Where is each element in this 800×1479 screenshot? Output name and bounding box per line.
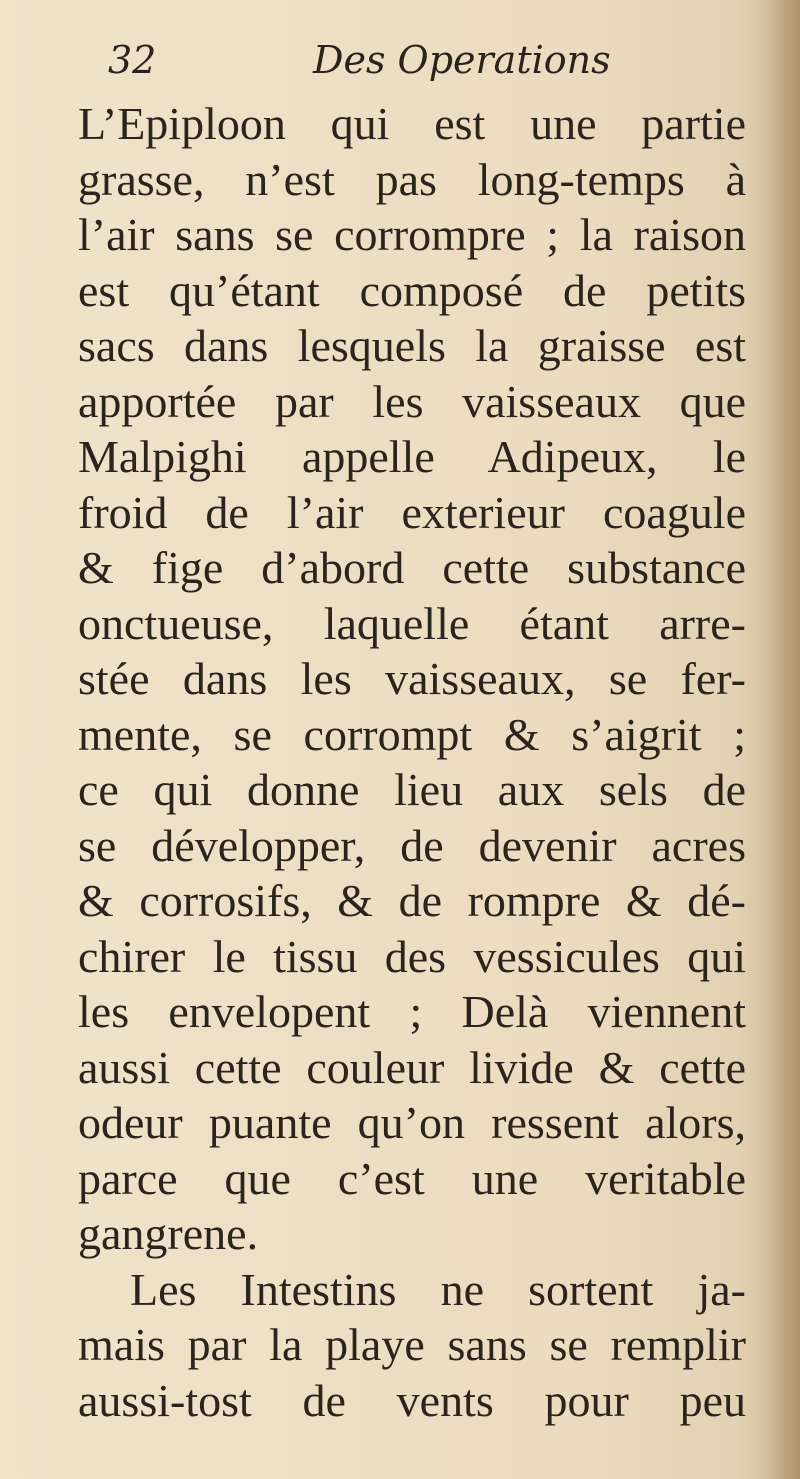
text-line: chirer le tissu des vessicules qui <box>78 930 746 982</box>
text-line: froid de l’air exterieur coagule <box>78 486 746 538</box>
text-line: parce que c’est une veritable <box>78 1152 746 1204</box>
text-line: se développer, de devenir acres <box>78 819 746 871</box>
text-line: & fige d’abord cette substance <box>78 542 746 593</box>
text-line: aussi-tost de vents pour peu <box>78 1374 746 1426</box>
running-title: Des Operations <box>313 38 611 82</box>
text-line: sacs dans lesquels la graisse est <box>78 320 746 371</box>
body-text <box>78 96 746 1428</box>
text-line: Malpighi appelle Adipeux, le <box>78 431 746 482</box>
text-line: apportée par les vaisseaux que <box>78 375 746 427</box>
text-line: onctueuse, laquelle étant arre- <box>78 597 746 649</box>
text-line: est qu’étant composé de petits <box>78 264 746 316</box>
text-line: mente, se corrompt & s’aigrit ; <box>78 708 746 760</box>
text-line: L’Epiploon qui est une partie <box>78 98 746 149</box>
text-line: gangrene. <box>78 1208 259 1259</box>
page-edge-shadow <box>766 0 800 1479</box>
text-line: & corrosifs, & de rompre & dé- <box>78 875 746 926</box>
text-line: odeur puante qu’on ressent alors, <box>78 1097 746 1148</box>
page-number: 32 <box>108 38 157 82</box>
text-line: stée dans les vaisseaux, se fer- <box>78 653 746 704</box>
text-line: l’air sans se corrompre ; la raison <box>78 209 746 260</box>
text-line: mais par la playe sans se remplir <box>78 1319 746 1370</box>
text-line: les envelopent ; Delà viennent <box>78 986 746 1037</box>
text-line: ce qui donne lieu aux sels de <box>78 764 746 815</box>
text-line: aussi cette couleur livide & cette <box>78 1041 746 1093</box>
text-line: grasse, n’est pas long-temps à <box>78 153 746 205</box>
text-line: Les Intestins ne sortent ja- <box>130 1263 746 1315</box>
